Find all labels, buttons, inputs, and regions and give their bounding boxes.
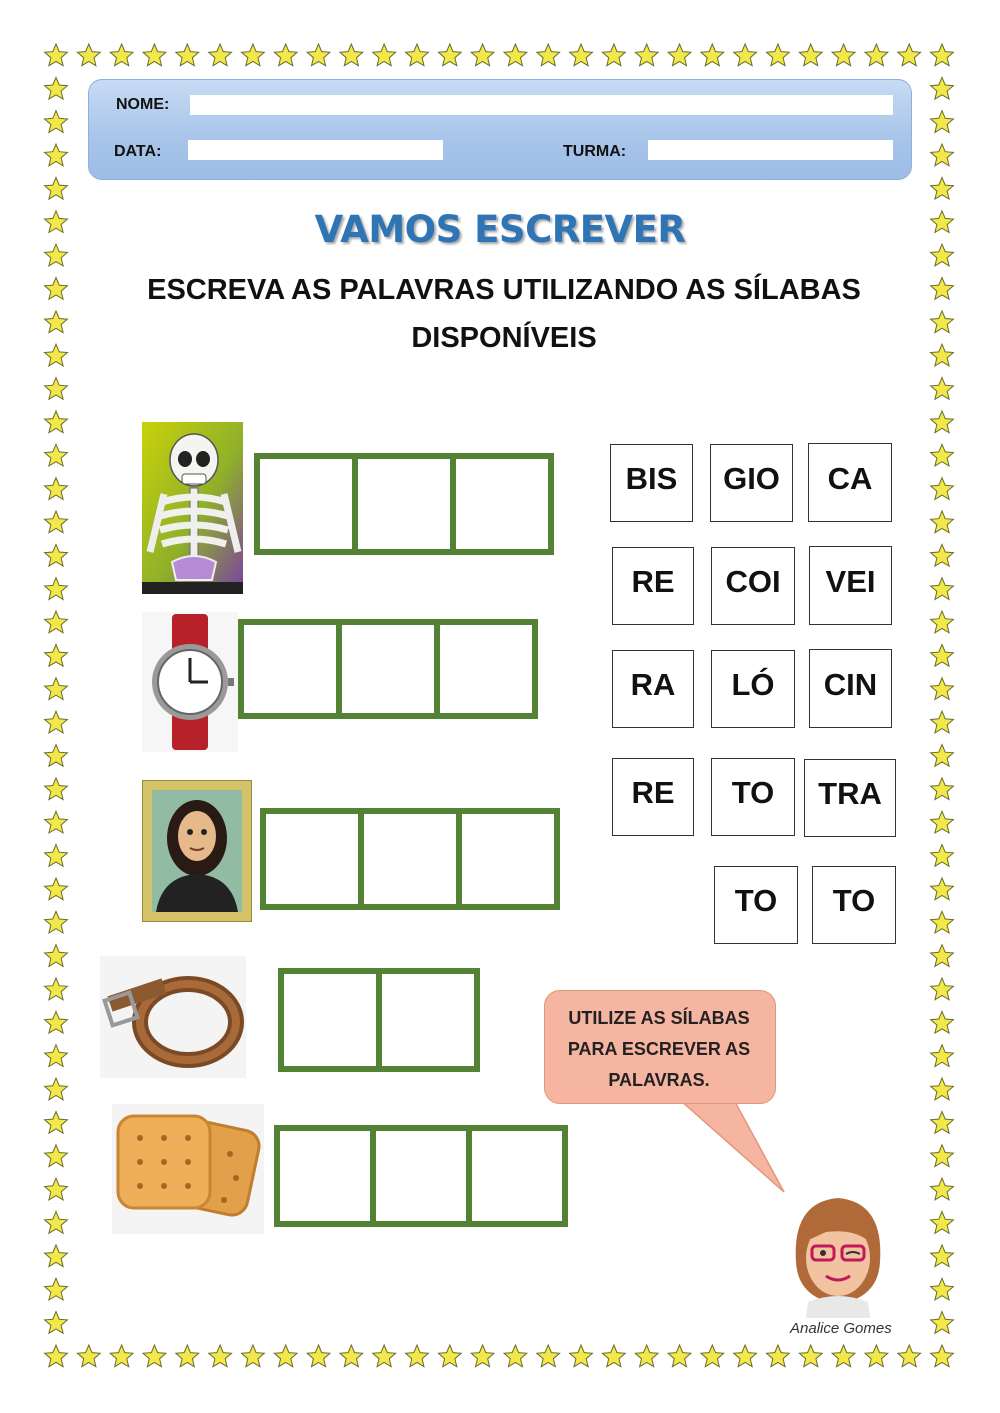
biscuits-picture: [112, 1104, 264, 1234]
star-icon: [176, 1345, 199, 1367]
answer-box-portrait-painting-1[interactable]: [260, 808, 364, 910]
star-icon: [931, 1145, 954, 1167]
star-icon: [45, 1245, 68, 1267]
star-icon: [701, 1345, 724, 1367]
bubble-line-3: PALAVRAS.: [608, 1070, 710, 1090]
syllable-card-12[interactable]: TRA: [804, 759, 896, 837]
star-icon: [734, 1345, 757, 1367]
speech-bubble-text: [548, 1003, 770, 1096]
star-icon: [931, 678, 954, 700]
star-icon: [931, 778, 954, 800]
star-icon: [635, 1345, 658, 1367]
star-icon: [77, 44, 100, 66]
syllable-card-6[interactable]: VEI: [809, 546, 892, 625]
class-label: TURMA:: [563, 143, 627, 160]
star-icon: [406, 1345, 429, 1367]
star-icon: [931, 1178, 954, 1200]
star-icon: [504, 44, 527, 66]
answer-box-wristwatch-3[interactable]: [434, 619, 538, 719]
star-icon: [504, 1345, 527, 1367]
star-icon: [45, 645, 68, 667]
star-icon: [931, 44, 954, 66]
page-title: VAMOS ESCREVER: [314, 208, 686, 251]
star-icon: [898, 44, 921, 66]
star-icon: [340, 1345, 363, 1367]
star-icon: [45, 911, 68, 933]
belt-picture: [100, 956, 246, 1078]
star-icon: [45, 878, 68, 900]
star-icon: [242, 1345, 265, 1367]
skeleton-picture: [142, 422, 243, 594]
class-field[interactable]: [648, 140, 893, 160]
star-icon: [45, 1345, 68, 1367]
star-icon: [45, 1278, 68, 1300]
star-icon: [931, 1112, 954, 1134]
syllable-card-5[interactable]: COI: [711, 547, 795, 625]
star-icon: [931, 544, 954, 566]
author-avatar: [786, 1192, 890, 1318]
syllable-card-13[interactable]: TO: [714, 866, 798, 944]
star-icon: [45, 511, 68, 533]
star-icon: [176, 44, 199, 66]
author-name: Analice Gomes: [790, 1320, 892, 1337]
star-icon: [898, 1345, 921, 1367]
speech-bubble-tail: [660, 1096, 790, 1196]
star-icon: [931, 878, 954, 900]
date-label: DATA:: [114, 143, 162, 160]
star-icon: [701, 44, 724, 66]
star-icon: [373, 44, 396, 66]
star-icon: [274, 1345, 297, 1367]
star-icon: [143, 44, 166, 66]
star-icon: [931, 945, 954, 967]
star-icon: [45, 1145, 68, 1167]
star-icon: [110, 1345, 133, 1367]
star-icon: [635, 44, 658, 66]
star-icon: [45, 1178, 68, 1200]
bubble-line-2: PARA ESCREVER AS: [567, 1039, 751, 1059]
star-icon: [242, 44, 265, 66]
star-icon: [931, 978, 954, 1000]
star-icon: [767, 1345, 790, 1367]
answer-box-skeleton-2[interactable]: [352, 453, 456, 555]
syllable-card-2[interactable]: GIO: [710, 444, 793, 522]
star-icon: [931, 1312, 954, 1334]
star-icon: [931, 1045, 954, 1067]
star-icon: [931, 578, 954, 600]
star-icon: [45, 1078, 68, 1100]
star-icon: [865, 1345, 888, 1367]
star-icon: [45, 111, 68, 133]
syllable-card-3[interactable]: CA: [808, 443, 892, 522]
star-icon: [931, 478, 954, 500]
star-icon: [45, 77, 68, 99]
star-icon: [45, 1312, 68, 1334]
star-icon: [931, 1278, 954, 1300]
syllable-card-4[interactable]: RE: [612, 547, 694, 625]
star-icon: [45, 678, 68, 700]
star-icon: [340, 44, 363, 66]
answer-box-wristwatch-1[interactable]: [238, 619, 342, 719]
star-icon: [668, 1345, 691, 1367]
star-icon: [438, 1345, 461, 1367]
star-icon: [373, 1345, 396, 1367]
star-icon: [602, 44, 625, 66]
star-icon: [45, 611, 68, 633]
star-icon: [668, 44, 691, 66]
star-icon: [931, 911, 954, 933]
star-icon: [931, 745, 954, 767]
star-icon: [865, 44, 888, 66]
star-icon: [931, 1011, 954, 1033]
syllable-card-10[interactable]: RE: [612, 758, 694, 836]
star-icon: [767, 44, 790, 66]
star-icon: [931, 1212, 954, 1234]
star-icon: [931, 278, 954, 300]
star-icon: [471, 44, 494, 66]
star-icon: [570, 1345, 593, 1367]
star-icon: [307, 1345, 330, 1367]
star-icon: [931, 344, 954, 366]
star-icon: [45, 144, 68, 166]
star-icon: [537, 1345, 560, 1367]
star-icon: [45, 544, 68, 566]
portrait-painting-picture: [142, 780, 252, 922]
name-label: NOME:: [116, 96, 170, 113]
star-icon: [45, 945, 68, 967]
star-icon: [274, 44, 297, 66]
wristwatch-picture: [142, 612, 238, 752]
star-icon: [931, 311, 954, 333]
star-icon: [45, 278, 68, 300]
instruction-line-2: DISPONÍVEIS: [411, 322, 597, 354]
star-icon: [45, 444, 68, 466]
star-icon: [45, 745, 68, 767]
answer-box-biscuits-2[interactable]: [370, 1125, 472, 1227]
star-icon: [307, 44, 330, 66]
star-icon: [832, 44, 855, 66]
star-icon: [45, 311, 68, 333]
star-icon: [45, 811, 68, 833]
star-icon: [931, 611, 954, 633]
star-icon: [931, 111, 954, 133]
answer-box-belt-1[interactable]: [278, 968, 382, 1072]
star-icon: [931, 1078, 954, 1100]
star-icon: [931, 511, 954, 533]
star-icon: [110, 44, 133, 66]
star-icon: [45, 177, 68, 199]
star-icon: [45, 845, 68, 867]
star-icon: [931, 411, 954, 433]
star-icon: [471, 1345, 494, 1367]
answer-box-belt-2[interactable]: [376, 968, 480, 1072]
star-icon: [931, 1345, 954, 1367]
syllable-card-8[interactable]: LÓ: [711, 650, 795, 728]
syllable-card-7[interactable]: RA: [612, 650, 694, 728]
answer-box-wristwatch-2[interactable]: [336, 619, 440, 719]
instruction-line-1: ESCREVA AS PALAVRAS UTILIZANDO AS SÍLABAS: [147, 274, 861, 306]
star-icon: [931, 645, 954, 667]
star-icon: [209, 44, 232, 66]
star-icon: [45, 1011, 68, 1033]
star-icon: [209, 1345, 232, 1367]
star-icon: [45, 578, 68, 600]
star-icon: [537, 44, 560, 66]
star-icon: [931, 444, 954, 466]
syllable-card-14[interactable]: TO: [812, 866, 896, 944]
star-icon: [77, 1345, 100, 1367]
star-icon: [931, 711, 954, 733]
date-field[interactable]: [188, 140, 443, 160]
star-icon: [45, 411, 68, 433]
star-icon: [570, 44, 593, 66]
star-icon: [45, 44, 68, 66]
star-icon: [931, 378, 954, 400]
star-icon: [799, 1345, 822, 1367]
star-icon: [931, 845, 954, 867]
syllable-card-9[interactable]: CIN: [809, 649, 892, 728]
star-icon: [45, 1212, 68, 1234]
star-icon: [45, 378, 68, 400]
answer-box-portrait-painting-2[interactable]: [358, 808, 462, 910]
star-icon: [931, 144, 954, 166]
star-icon: [406, 44, 429, 66]
answer-box-skeleton-1[interactable]: [254, 453, 358, 555]
star-icon: [931, 77, 954, 99]
name-field[interactable]: [190, 95, 893, 115]
star-icon: [45, 778, 68, 800]
star-icon: [45, 344, 68, 366]
star-icon: [438, 44, 461, 66]
star-icon: [799, 44, 822, 66]
star-icon: [931, 811, 954, 833]
answer-box-biscuits-1[interactable]: [274, 1125, 376, 1227]
star-icon: [931, 177, 954, 199]
syllable-card-1[interactable]: BIS: [610, 444, 693, 522]
star-icon: [734, 44, 757, 66]
answer-box-portrait-painting-3[interactable]: [456, 808, 560, 910]
answer-box-skeleton-3[interactable]: [450, 453, 554, 555]
star-icon: [45, 478, 68, 500]
star-icon: [45, 711, 68, 733]
bubble-line-1: UTILIZE AS SÍLABAS: [568, 1008, 750, 1028]
star-icon: [931, 1245, 954, 1267]
star-icon: [45, 978, 68, 1000]
star-icon: [143, 1345, 166, 1367]
answer-box-biscuits-3[interactable]: [466, 1125, 568, 1227]
star-icon: [45, 1045, 68, 1067]
star-icon: [832, 1345, 855, 1367]
star-icon: [45, 1112, 68, 1134]
syllable-card-11[interactable]: TO: [711, 758, 795, 836]
star-icon: [602, 1345, 625, 1367]
